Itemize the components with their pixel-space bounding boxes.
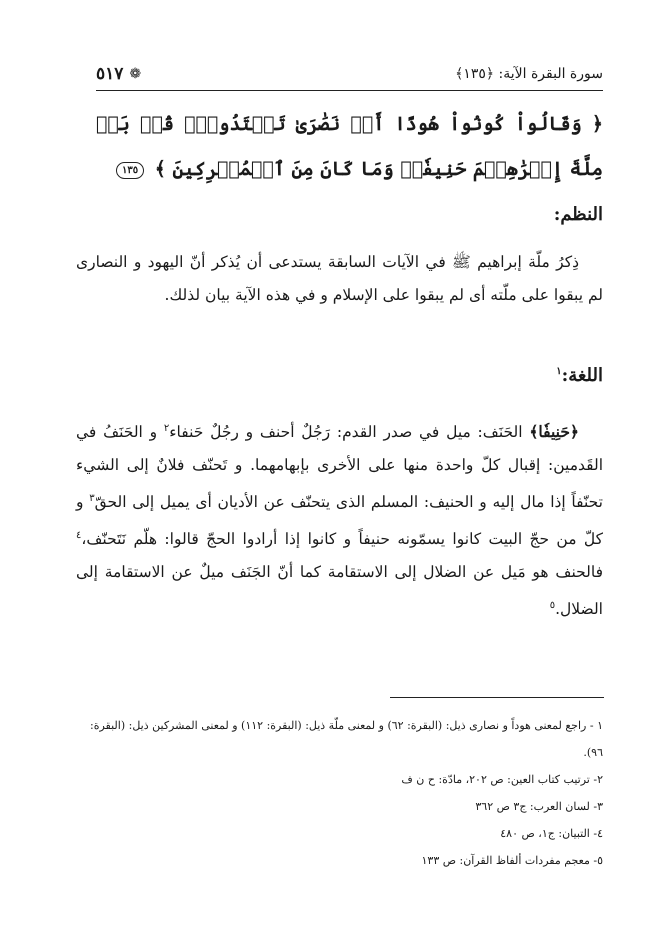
footnotes	[90, 712, 603, 874]
lugha-heading-text: اللغة:	[561, 365, 603, 386]
section-heading-nazm: النظم:	[553, 204, 603, 225]
lugha-text-c: و كلّ من حجّ البيت كانوا يسمّونه حنيفاً و كانوا إذا أرادوا الحجّ قالوا: هلّم نَتَحنّف،	[76, 493, 603, 549]
footnote-ref-3[interactable]: ٣	[89, 493, 95, 505]
footnote-4: ٤- التبيان: ج١، ص ٤٨٠	[500, 827, 603, 840]
footnote-ref-4[interactable]: ٤	[76, 530, 82, 542]
running-header	[96, 58, 603, 91]
footnote-1: ١ - راجع لمعنى هوداً و نصارى ذيل: (البقرة: ٦٢) و لمعنى ملّة ذيل: (البقرة: ١١٢) و لمعنى المشركين ذيل: (البقرة: ٩٦).	[90, 719, 603, 759]
flower-ornament-icon: ❁	[129, 66, 142, 82]
nazm-paragraph: ذِكرُ ملّة إبراهيم ﷺ في الآيات السابقة يستدعى أن يُذكر أنّ اليهود و النصارى لم يبقوا على ملّته أى لم يبقوا على الإسلام و في هذه الآية بيان لذلك.	[76, 253, 603, 304]
lugha-text-d: فالحنف هو مَيل عن الضلال إلى الاستقامة كما أنّ الجَنَف ميلٌ عن الاستقامة إلى الضلال.	[76, 563, 603, 619]
footnote-3: ٣- لسان العرب: ج٣ ص ٣٦٢	[475, 800, 603, 813]
footnote-ref-2[interactable]: ٢	[163, 423, 170, 434]
header-page-group	[96, 64, 141, 84]
footnote-ref-5[interactable]: ٥	[549, 600, 556, 612]
quran-verse	[96, 102, 603, 192]
section-heading-lugha	[556, 365, 603, 386]
header-title: سورة البقرة الآية: ﴿١٣٥﴾	[455, 66, 603, 82]
lugha-text-a: الحَنَف: ميل في صدر القدم: رَجُلٌ أحنف و رجُلٌ حَنفاء	[169, 423, 523, 442]
page-number: ٥١٧	[96, 64, 124, 84]
verse-text: ﴿ وَقَالُواْ كُونُواْ هُودًا أَوۡ نَصَٰرَىٰ تَهۡتَدُواْۗ قُلۡ بَلۡ مِلَّةَ إِبۡرَٰهِـۧمَ حَنِيفٗاۖ وَمَا كَانَ مِنَ ٱلۡمُشۡرِكِينَ ﴾	[96, 113, 603, 180]
lugha-paragraph	[76, 412, 603, 627]
lugha-text-b: و الحَنَفُ في القَدمين: إقبال كلّ واحدة منها على الأخرى بإبهامهما. و تَحنّف فلانٌ إلى الشيء تحنّفاً إذا مال إليه و الحنيف: المسلم الذى يتحنّف عن الأديان أى يميل إلى الحقّ	[76, 423, 603, 512]
keyword-hanif: ﴿حَنِيفٗا﴾	[529, 422, 579, 442]
footnote-ref-1[interactable]: ١	[556, 366, 562, 377]
footnote-divider	[390, 697, 604, 698]
verse-number-badge: ١٣٥	[116, 162, 144, 179]
footnote-2: ٢- ترتيب كتاب العين: ص ٢٠٢، مادّة: ح ن ف	[401, 773, 603, 786]
footnote-5: ٥- معجم مفردات ألفاظ القرآن: ص ١٣٣	[421, 854, 603, 867]
